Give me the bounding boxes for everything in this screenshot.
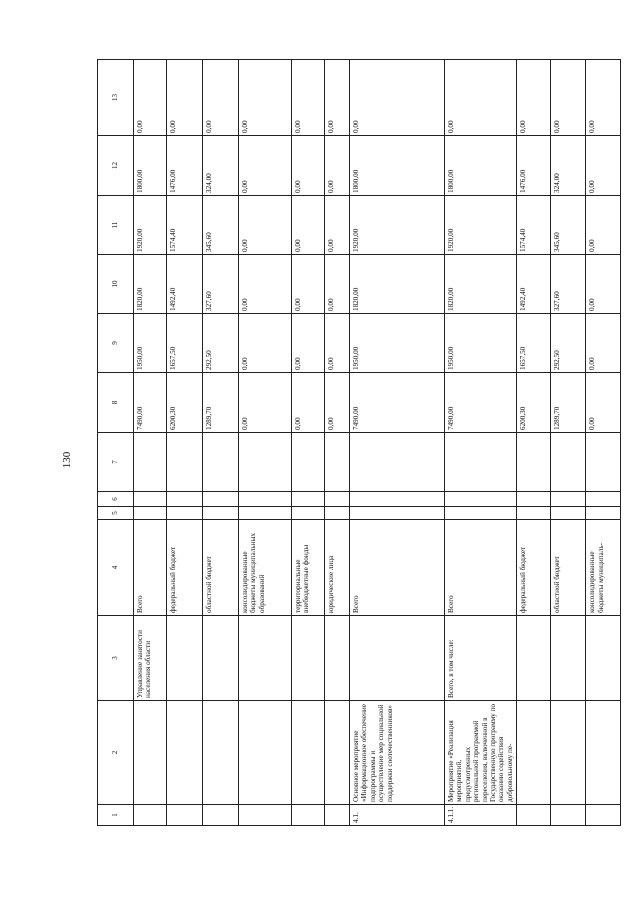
funding-source: консолидированные бюджеты муниципаль-	[586, 520, 621, 616]
funding-source: Всего	[445, 520, 517, 616]
year-3-value: 345,60	[203, 196, 239, 255]
table-row	[445, 60, 517, 826]
table-row	[586, 60, 621, 826]
year-2-value: 327,60	[203, 255, 239, 314]
total-value: 6200,30	[517, 373, 551, 433]
funding-source: федеральный бюджет	[517, 520, 551, 616]
responsible-executor	[167, 616, 203, 701]
year-3-value: 1920,00	[350, 196, 445, 255]
funding-source: территориальные внебюджетные фонды	[292, 520, 325, 616]
table-row	[134, 60, 167, 826]
column-header-11: 11	[98, 196, 134, 255]
column-header-9: 9	[98, 314, 134, 373]
activity-name	[134, 701, 167, 805]
column-5-value	[203, 507, 239, 520]
total-value: 0,00	[325, 373, 350, 433]
column-header-13: 13	[98, 60, 134, 136]
responsible-executor	[292, 616, 325, 701]
year-3-value: 0,00	[292, 196, 325, 255]
activity-name	[239, 701, 292, 805]
funding-source: юридические лица	[325, 520, 350, 616]
year-5-value: 0,00	[350, 60, 445, 136]
year-5-value: 0,00	[551, 60, 586, 136]
responsible-executor	[551, 616, 586, 701]
total-value: 0,00	[292, 373, 325, 433]
table-row	[325, 60, 350, 826]
activity-name	[586, 701, 621, 805]
year-5-value: 0,00	[586, 60, 621, 136]
column-header-4: 4	[98, 520, 134, 616]
column-5-value	[517, 507, 551, 520]
activity-name	[167, 701, 203, 805]
column-6-value	[517, 492, 551, 507]
year-2-value: 327,60	[551, 255, 586, 314]
column-6-value	[134, 492, 167, 507]
year-2-value: 1820,00	[134, 255, 167, 314]
year-4-value: 1476,00	[167, 136, 203, 196]
column-6-value	[551, 492, 586, 507]
responsible-executor: Всего, в том числе:	[445, 616, 517, 701]
column-header-7: 7	[98, 433, 134, 492]
year-4-value: 0,00	[239, 136, 292, 196]
row-number	[134, 805, 167, 826]
table-row	[167, 60, 203, 826]
column-5-value	[239, 507, 292, 520]
column-6-value	[203, 492, 239, 507]
year-3-value: 1920,00	[134, 196, 167, 255]
responsible-executor	[586, 616, 621, 701]
row-number	[167, 805, 203, 826]
column-7-value	[134, 433, 167, 492]
responsible-executor	[517, 616, 551, 701]
table-row	[203, 60, 239, 826]
year-3-value: 1920,00	[445, 196, 517, 255]
table-row	[292, 60, 325, 826]
activity-name	[517, 701, 551, 805]
year-1-value: 292,50	[551, 314, 586, 373]
year-5-value: 0,00	[325, 60, 350, 136]
column-5-value	[586, 507, 621, 520]
year-1-value: 0,00	[325, 314, 350, 373]
year-5-value: 0,00	[292, 60, 325, 136]
year-4-value: 1800,00	[134, 136, 167, 196]
year-1-value: 0,00	[292, 314, 325, 373]
column-7-value	[325, 433, 350, 492]
total-value: 0,00	[239, 373, 292, 433]
year-3-value: 1574,40	[167, 196, 203, 255]
column-6-value	[325, 492, 350, 507]
row-number	[292, 805, 325, 826]
activity-name	[325, 701, 350, 805]
column-5-value	[325, 507, 350, 520]
year-5-value: 0,00	[517, 60, 551, 136]
column-7-value	[292, 433, 325, 492]
year-4-value: 1800,00	[445, 136, 517, 196]
year-4-value: 1800,00	[350, 136, 445, 196]
year-4-value: 324,00	[551, 136, 586, 196]
year-1-value: 1657,50	[167, 314, 203, 373]
year-5-value: 0,00	[239, 60, 292, 136]
column-6-value	[292, 492, 325, 507]
column-6-value	[350, 492, 445, 507]
year-3-value: 0,00	[239, 196, 292, 255]
activity-name: Мероприятие «Реализация мероприятий, предусмотренных региональной программой переселения, включенной в Государственную программу по оказанию содействия добровольному пе-	[445, 701, 517, 805]
column-7-value	[167, 433, 203, 492]
activity-name: Основное мероприятие «Информационное обеспечение подпрограммы и осуществление мер социальной поддержки соотечественников»	[350, 701, 445, 805]
year-4-value: 0,00	[292, 136, 325, 196]
column-6-value	[586, 492, 621, 507]
total-value: 1289,70	[203, 373, 239, 433]
year-1-value: 1950,00	[134, 314, 167, 373]
year-1-value: 0,00	[586, 314, 621, 373]
row-number	[325, 805, 350, 826]
funding-source: консолидированные бюджеты муниципальных образований	[239, 520, 292, 616]
total-value: 7490,00	[445, 373, 517, 433]
column-7-value	[350, 433, 445, 492]
column-7-value	[203, 433, 239, 492]
header-row	[98, 60, 134, 826]
row-number	[517, 805, 551, 826]
funding-source: областной бюджет	[551, 520, 586, 616]
year-5-value: 0,00	[167, 60, 203, 136]
column-7-value	[517, 433, 551, 492]
year-5-value: 0,00	[445, 60, 517, 136]
year-1-value: 1657,50	[517, 314, 551, 373]
year-3-value: 345,60	[551, 196, 586, 255]
year-1-value: 1950,00	[445, 314, 517, 373]
activity-name	[203, 701, 239, 805]
total-value: 6200,30	[167, 373, 203, 433]
table-body	[98, 60, 621, 826]
column-6-value	[239, 492, 292, 507]
year-1-value: 1950,00	[350, 314, 445, 373]
row-number: 4.1.	[350, 805, 445, 826]
table-row	[350, 60, 445, 826]
column-7-value	[445, 433, 517, 492]
total-value: 0,00	[586, 373, 621, 433]
year-4-value: 1476,00	[517, 136, 551, 196]
column-5-value	[350, 507, 445, 520]
activity-name	[551, 701, 586, 805]
row-number	[203, 805, 239, 826]
total-value: 1289,70	[551, 373, 586, 433]
responsible-executor	[203, 616, 239, 701]
column-header-1: 1	[98, 805, 134, 826]
year-4-value: 0,00	[325, 136, 350, 196]
column-7-value	[239, 433, 292, 492]
year-1-value: 292,50	[203, 314, 239, 373]
column-6-value	[167, 492, 203, 507]
year-1-value: 0,00	[239, 314, 292, 373]
year-5-value: 0,00	[203, 60, 239, 136]
year-3-value: 1574,40	[517, 196, 551, 255]
column-header-6: 6	[98, 492, 134, 507]
row-number: 4.1.1.	[445, 805, 517, 826]
year-4-value: 0,00	[586, 136, 621, 196]
column-5-value	[292, 507, 325, 520]
total-value: 7490,00	[134, 373, 167, 433]
year-2-value: 1492,40	[517, 255, 551, 314]
page-number: 130	[61, 451, 73, 469]
responsible-executor	[350, 616, 445, 701]
budget-table	[97, 59, 621, 826]
responsible-executor	[239, 616, 292, 701]
activity-name	[292, 701, 325, 805]
column-header-2: 2	[98, 701, 134, 805]
year-3-value: 0,00	[586, 196, 621, 255]
year-2-value: 1820,00	[445, 255, 517, 314]
year-2-value: 0,00	[292, 255, 325, 314]
column-header-8: 8	[98, 373, 134, 433]
column-6-value	[445, 492, 517, 507]
column-5-value	[551, 507, 586, 520]
year-2-value: 1492,40	[167, 255, 203, 314]
year-2-value: 1820,00	[350, 255, 445, 314]
responsible-executor: Управление занятости населения области	[134, 616, 167, 701]
row-number	[586, 805, 621, 826]
table-row	[239, 60, 292, 826]
row-number	[239, 805, 292, 826]
table-row	[517, 60, 551, 826]
column-5-value	[134, 507, 167, 520]
year-3-value: 0,00	[325, 196, 350, 255]
year-4-value: 324,00	[203, 136, 239, 196]
responsible-executor	[325, 616, 350, 701]
column-5-value	[167, 507, 203, 520]
funding-source: Всего	[350, 520, 445, 616]
table-container	[97, 60, 605, 826]
funding-source: областной бюджет	[203, 520, 239, 616]
column-header-3: 3	[98, 616, 134, 701]
funding-source: Всего	[134, 520, 167, 616]
column-7-value	[586, 433, 621, 492]
table-row	[551, 60, 586, 826]
column-5-value	[445, 507, 517, 520]
total-value: 7490,00	[350, 373, 445, 433]
row-number	[551, 805, 586, 826]
column-header-12: 12	[98, 136, 134, 196]
year-5-value: 0,00	[134, 60, 167, 136]
year-2-value: 0,00	[239, 255, 292, 314]
year-2-value: 0,00	[325, 255, 350, 314]
year-2-value: 0,00	[586, 255, 621, 314]
column-header-5: 5	[98, 507, 134, 520]
funding-source: федеральный бюджет	[167, 520, 203, 616]
column-header-10: 10	[98, 255, 134, 314]
column-7-value	[551, 433, 586, 492]
